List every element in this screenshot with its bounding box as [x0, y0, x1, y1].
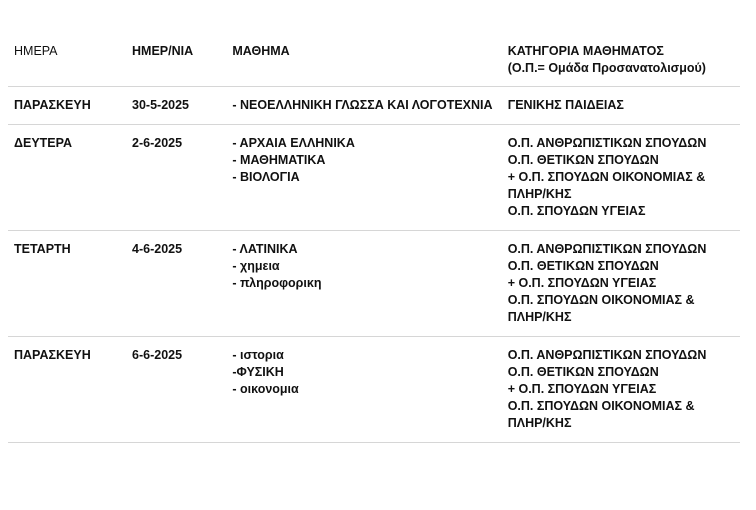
cell-date: 6-6-2025 [126, 337, 226, 443]
cell-date: 30-5-2025 [126, 87, 226, 125]
header-category [502, 34, 740, 87]
cell-subjects [226, 337, 501, 443]
cell-categories [502, 337, 740, 443]
table-row [8, 337, 740, 443]
category-item: + Ο.Π. ΣΠΟΥΔΩΝ ΥΓΕΙΑΣ [507, 382, 657, 396]
category-item: Ο.Π. ΑΝΘΡΩΠΙΣΤΙΚΩΝ ΣΠΟΥΔΩΝ [507, 136, 707, 150]
subject-item: - ΜΑΘΗΜΑΤΙΚΑ [232, 153, 326, 167]
table-row [8, 87, 740, 125]
header-date: ΗΜΕΡ/ΝΙΑ [132, 44, 194, 58]
header-day: ΗΜΕΡΑ [14, 44, 58, 58]
cell-day: ΠΑΡΑΣΚΕΥΗ [8, 87, 126, 125]
cell-day: ΔΕΥΤΕΡΑ [8, 125, 126, 231]
subject-item: - οικονομια [232, 382, 299, 396]
category-item: Ο.Π. ΘΕΤΙΚΩΝ ΣΠΟΥΔΩΝ [507, 365, 659, 379]
subject-item: - ΛΑΤΙΝΙΚΑ [232, 242, 298, 256]
header-row [8, 34, 740, 87]
table-body [8, 87, 740, 443]
subject-item: - ΝΕΟΕΛΛΗΝΙΚΗ ΓΛΩΣΣΑ ΚΑΙ ΛΟΓΟΤΕΧΝΙΑ [232, 98, 493, 112]
subject-item: - ιστορια [232, 348, 284, 362]
cell-categories [502, 125, 740, 231]
subject-item: - ΒΙΟΛΟΓΙΑ [232, 170, 300, 184]
cell-date: 2-6-2025 [126, 125, 226, 231]
category-item: Ο.Π. ΑΝΘΡΩΠΙΣΤΙΚΩΝ ΣΠΟΥΔΩΝ [507, 348, 707, 362]
header-category-title: ΚΑΤΗΓΟΡΙΑ ΜΑΘΗΜΑΤΟΣ [507, 44, 664, 58]
cell-subjects [226, 231, 501, 337]
category-item: Ο.Π. ΘΕΤΙΚΩΝ ΣΠΟΥΔΩΝ [507, 153, 659, 167]
cell-subjects [226, 87, 501, 125]
cell-subjects [226, 125, 501, 231]
subject-item: - χημεια [232, 259, 280, 273]
table-row [8, 125, 740, 231]
category-item: + Ο.Π. ΣΠΟΥΔΩΝ ΟΙΚΟΝΟΜΙΑΣ & ΠΛΗΡ/ΚΗΣ [507, 170, 709, 201]
subject-item: - πληροφορικη [232, 276, 322, 290]
header-subject: ΜΑΘΗΜΑ [232, 44, 290, 58]
cell-day: ΠΑΡΑΣΚΕΥΗ [8, 337, 126, 443]
header-category-note: (Ο.Π.= Ομάδα Προσανατολισμού) [507, 61, 706, 75]
subject-item: - ΑΡΧΑΙΑ ΕΛΛΗΝΙΚΑ [232, 136, 355, 150]
cell-categories [502, 231, 740, 337]
cell-date: 4-6-2025 [126, 231, 226, 337]
cell-day: ΤΕΤΑΡΤΗ [8, 231, 126, 337]
category-item: Ο.Π. ΣΠΟΥΔΩΝ ΥΓΕΙΑΣ [507, 204, 646, 218]
subject-item: -ΦΥΣΙΚΗ [232, 365, 284, 379]
cell-categories [502, 87, 740, 125]
category-item: Ο.Π. ΑΝΘΡΩΠΙΣΤΙΚΩΝ ΣΠΟΥΔΩΝ [507, 242, 707, 256]
category-item: Ο.Π. ΣΠΟΥΔΩΝ ΟΙΚΟΝΟΜΙΑΣ & ΠΛΗΡ/ΚΗΣ [507, 399, 699, 430]
exam-schedule-table [8, 34, 740, 443]
table-header [8, 34, 740, 87]
category-item: + Ο.Π. ΣΠΟΥΔΩΝ ΥΓΕΙΑΣ [507, 276, 657, 290]
category-item: ΓΕΝΙΚΗΣ ΠΑΙΔΕΙΑΣ [507, 98, 624, 112]
category-item: Ο.Π. ΣΠΟΥΔΩΝ ΟΙΚΟΝΟΜΙΑΣ & ΠΛΗΡ/ΚΗΣ [507, 293, 699, 324]
category-item: Ο.Π. ΘΕΤΙΚΩΝ ΣΠΟΥΔΩΝ [507, 259, 659, 273]
table-row [8, 231, 740, 337]
